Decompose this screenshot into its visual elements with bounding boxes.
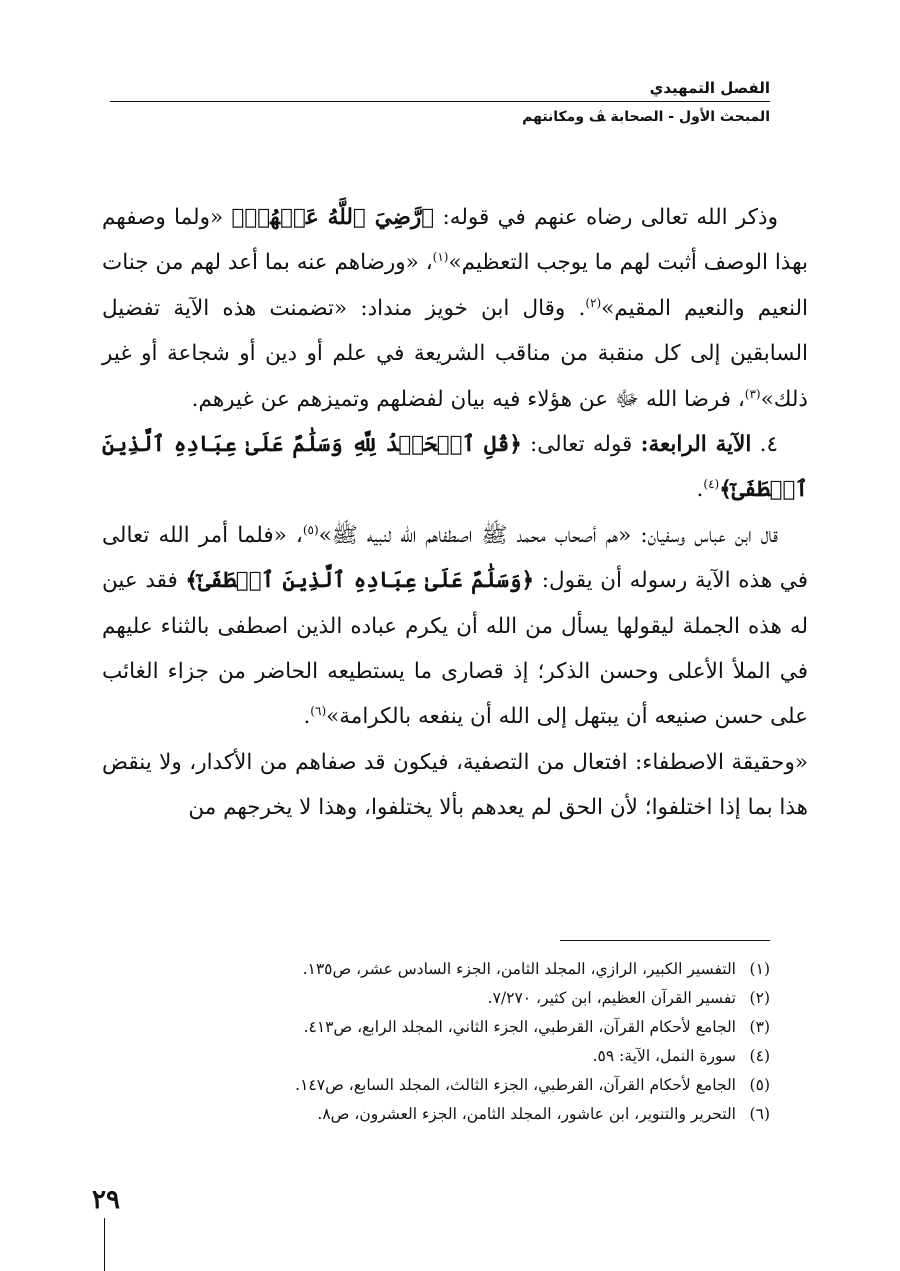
footnote-number: (٥) — [749, 1076, 770, 1094]
footnote-text: سورة النمل، الآية: ٥٩. — [592, 1047, 736, 1065]
text-run: «وحقيقة الاصطفاء: افتعال من التصفية، فيكون قد صفاهم من الأكدار، ولا ينقض هذا بما إذا اختلفوا؛ لأن الحق لم يعدهم بألا يختلفوا، وهذا لا يخرجهم من — [102, 749, 808, 821]
footnote-separator — [560, 940, 770, 941]
text-run: . — [303, 704, 311, 730]
footnote-item — [130, 1071, 770, 1100]
footnotes — [130, 955, 770, 1129]
footnote-ref-5[interactable]: (٥) — [302, 522, 319, 537]
verse-heading: الآية الرابعة: — [640, 432, 752, 458]
text-run: «ولما وصفهم بهذا الوصف أثبت لهم ما يوجب التعظيم» — [102, 205, 808, 276]
margin-line — [104, 1218, 105, 1271]
chapter-title: الفصل التمهيدي — [649, 79, 770, 97]
header-rule — [110, 101, 770, 102]
footnote-ref-4[interactable]: (٤) — [703, 477, 720, 492]
footnote-number: (٦) — [749, 1105, 770, 1123]
text-run: فقد عين له هذه الجملة ليقولها يسأل من الله أن يكرم عباده الذين اصطفى بالثناء عليهم في الملأ الأعلى وحسن الذكر؛ إذ قصارى ما يستطيعه الحاضر من جزاء الغائب على حسن صنيعه أن يبتهل إلى الله أن ينفعه بالكرامة» — [102, 568, 808, 730]
footnote-ref-6[interactable]: (٦) — [310, 704, 327, 719]
page-number: ٢٩ — [92, 1185, 120, 1215]
text-run: ، فرضا الله ﷻ عن هؤلاء فيه بيان لفضلهم وتميزهم عن غيرهم. — [191, 386, 745, 412]
section-title: المبحث الأول - الصحابة ﭫ ومكانتهم — [522, 109, 770, 125]
footnote-item — [130, 1100, 770, 1129]
footnote-text: التحرير والتنوير، ابن عاشور، المجلد الثامن، الجزء العشرون، ص٨. — [317, 1105, 736, 1123]
quran-verse: ﴿قُلِ ٱلۡحَمۡدُ لِلَّهِ وَسَلَٰمٌ عَلَىٰ عِبَادِهِ ٱلَّذِينَ ٱصۡطَفَىٰٓ﴾ — [102, 432, 808, 503]
text-run: ، «فلما أمر الله تعالى في هذه الآية رسوله أن يقول: — [102, 522, 808, 594]
paragraph-2 — [102, 422, 808, 513]
paragraph-3 — [102, 513, 808, 740]
paragraph-1 — [102, 195, 808, 422]
footnote-number: (٣) — [749, 1018, 770, 1036]
footnote-item — [130, 984, 770, 1013]
footnote-number: (٢) — [749, 989, 770, 1007]
footnote-number: (٤) — [749, 1047, 770, 1065]
text-run: . وقال ابن خويز منداد: «تضمنت هذه الآية تفضيل السابقين إلى كل منقبة من مناقب الشريعة في علم أو دين أو شجاعة أو غير ذلك» — [102, 295, 808, 412]
footnote-ref-2[interactable]: (٢) — [585, 295, 602, 310]
footnote-text: الجامع لأحكام القرآن، القرطبي، الجزء الثاني، المجلد الرابع، ص٤١٣. — [303, 1018, 736, 1036]
paragraph-4 — [102, 740, 808, 831]
footnote-item — [130, 1042, 770, 1071]
footnote-text: الجامع لأحكام القرآن، القرطبي، الجزء الثالث، المجلد السابع، ص١٤٧. — [295, 1076, 736, 1094]
footnote-item — [130, 955, 770, 984]
text-run: ، «ورضاهم عنه بما أعد لهم من جنات النعيم والنعيم المقيم» — [102, 250, 808, 321]
quran-verse: ﴿رَّضِيَ ٱللَّهُ عَنۡهُمۡ﴾ — [231, 205, 435, 230]
footnote-text: تفسير القرآن العظيم، ابن كثير، ٧/٢٧٠. — [487, 989, 736, 1007]
list-number: ٤. — [751, 432, 778, 458]
footnote-ref-3[interactable]: (٣) — [744, 386, 761, 401]
footnote-ref-1[interactable]: (١) — [432, 250, 449, 265]
footnote-number: (١) — [749, 960, 770, 978]
text-run: . — [696, 477, 704, 503]
footnote-text: التفسير الكبير، الرازي، المجلد الثامن، الجزء السادس عشر، ص١٣٥. — [302, 960, 736, 978]
quran-verse: ﴿وَسَلَٰمٌ عَلَىٰ عِبَادِهِ ٱلَّذِينَ ٱصۡطَفَىٰٓ﴾ — [185, 568, 535, 594]
body-text — [102, 195, 808, 831]
text-run: قوله تعالى: — [521, 432, 641, 458]
text-run: قال ابن عباس وسفيان: «هم أصحاب محمد ﷺ اصطفاهم الله لنبيه ﷺ» — [318, 522, 778, 548]
text-run: وذكر الله تعالى رضاه عنهم في قوله: — [434, 205, 778, 230]
running-header — [110, 78, 770, 127]
footnote-item — [130, 1013, 770, 1042]
